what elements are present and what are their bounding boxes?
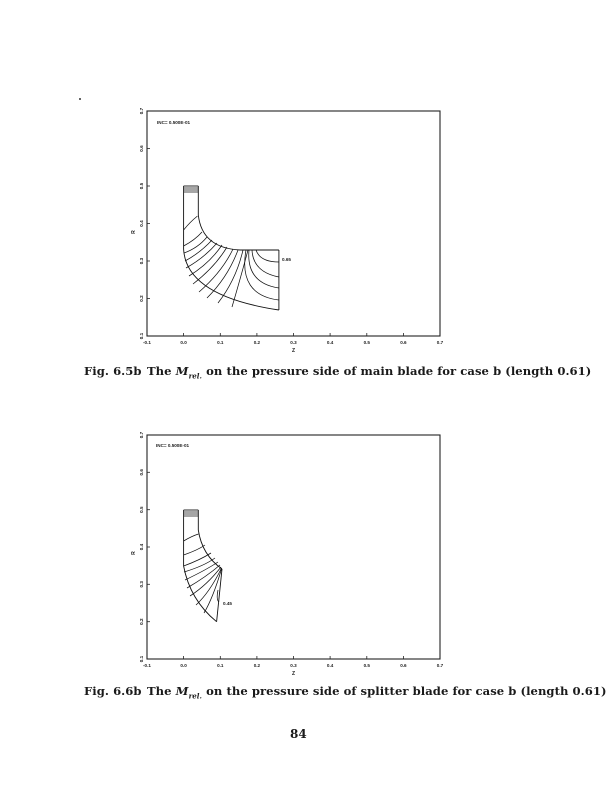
figure-number: Fig. 6.5b [84,364,142,378]
x-axis-label: Z [291,671,296,677]
svg-text:0.2: 0.2 [253,663,261,668]
svg-text:0.1: 0.1 [139,655,144,663]
figure-number: Fig. 6.6b [84,684,142,698]
svg-text:0.3: 0.3 [290,663,297,668]
svg-text:0.7: 0.7 [436,663,444,668]
mrel-symbol: M [175,364,189,378]
plot-frame [147,435,440,659]
page-number: 84 [290,727,307,741]
svg-text:0.6: 0.6 [400,340,407,345]
svg-text:0.5: 0.5 [363,340,370,345]
svg-text:0.6: 0.6 [400,663,407,668]
svg-text:0.4: 0.4 [139,220,144,227]
svg-text:0.1: 0.1 [217,340,224,345]
svg-text:0.3: 0.3 [139,581,144,588]
y-axis-label: R [131,230,137,234]
svg-text:0.6: 0.6 [139,469,144,476]
svg-text:0.4: 0.4 [139,543,144,551]
svg-text:0.7: 0.7 [139,107,144,115]
svg-text:0.3: 0.3 [139,257,144,265]
svg-text:0.4: 0.4 [326,663,334,668]
mrel-symbol: M [175,684,189,698]
x-axis-label: Z [291,348,296,354]
svg-text:0.2: 0.2 [139,618,144,625]
svg-text:0.4: 0.4 [326,340,334,345]
contour-value-label: 0.65 [282,257,291,262]
blade-outline-splitter [184,510,222,622]
svg-text:0.1: 0.1 [139,332,144,340]
svg-text:0.2: 0.2 [139,295,144,302]
svg-text:0.5: 0.5 [139,506,144,513]
svg-text:0.3: 0.3 [290,340,297,345]
contour-lines-splitter [184,512,222,613]
figure-caption-6-6b: Fig. 6.6b The $M_{rel.}$ on the pressure side of splitter blade for case b (length 0.61) [84,684,607,701]
x-tick-labels [143,663,444,668]
svg-text:0.2: 0.2 [253,340,261,345]
svg-text:-0.1: -0.1 [143,663,151,668]
contour-value-label: 0.45 [223,601,232,606]
figure-caption-6-5b: Fig. 6.5b The $M_{rel.}$ on the pressure side of main blade for case b (length 0.61) [84,364,592,381]
svg-text:0.0: 0.0 [180,663,187,668]
svg-text:0.7: 0.7 [436,340,444,345]
svg-text:0.5: 0.5 [139,182,144,190]
y-tick-labels [139,431,144,662]
inc-label: INC= 0.500E-01 [157,120,191,125]
inc-label: INC= 0.500E-01 [156,443,190,448]
svg-text:-0.1: -0.1 [143,340,151,345]
svg-text:0.0: 0.0 [180,340,187,345]
svg-text:0.1: 0.1 [217,663,224,668]
svg-text:0.5: 0.5 [363,663,370,668]
svg-text:0.7: 0.7 [139,431,144,439]
svg-text:0.6: 0.6 [139,145,144,152]
y-axis-label: R [131,551,137,555]
